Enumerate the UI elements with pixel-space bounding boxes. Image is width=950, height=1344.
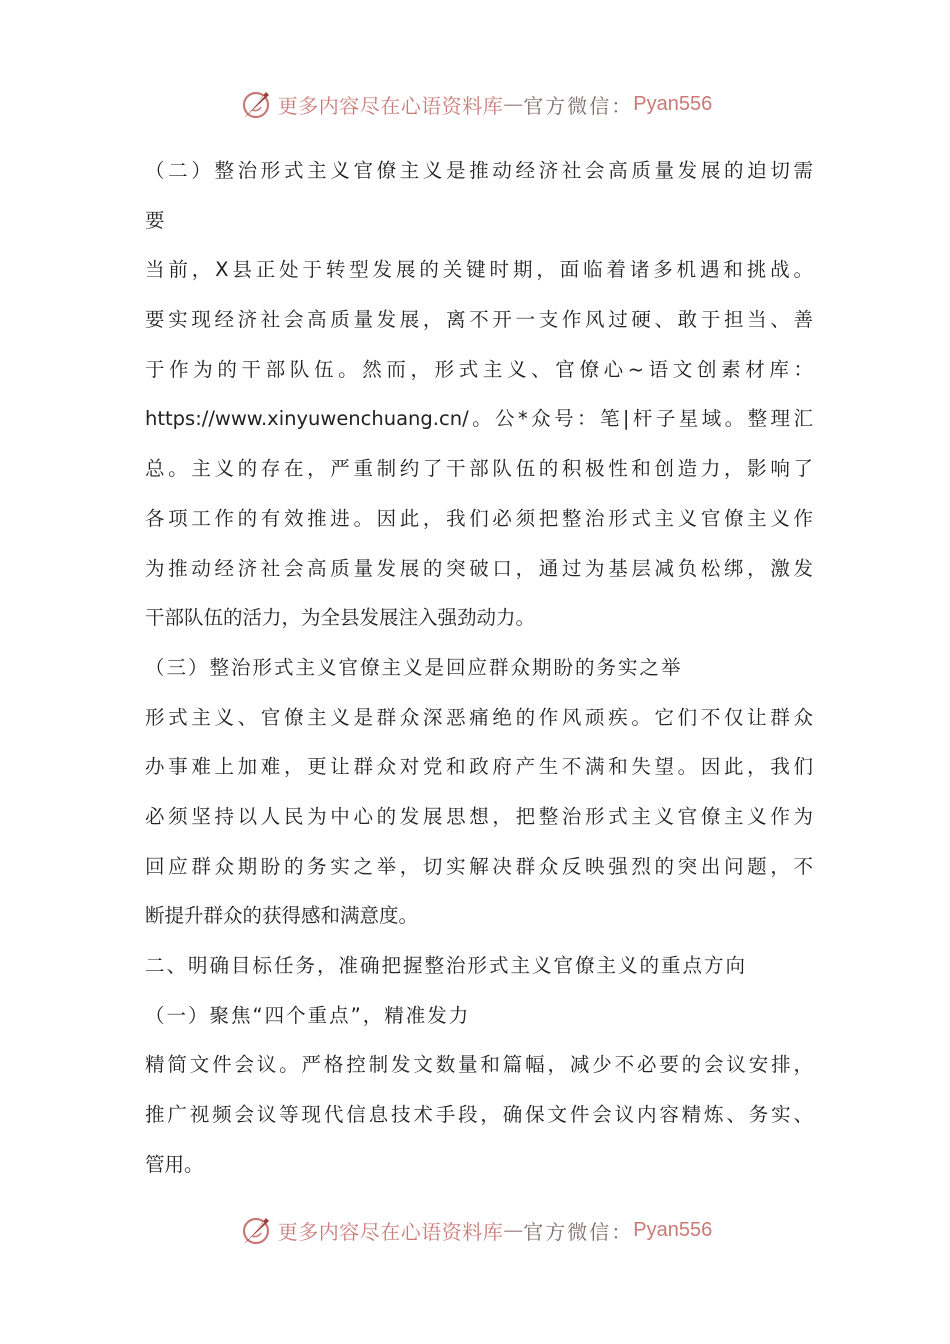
paragraph-line-url: https://www.xinyuwenchuang.cn/。公*众号：笔|杆子星域。整理汇 xyxy=(145,407,813,431)
paragraph-line: 管用。 xyxy=(145,1152,204,1176)
paragraph-line: 办事难上加难，更让群众对党和政府产生不满和失望。因此，我们 xyxy=(145,755,813,779)
footer-banner-separator: — xyxy=(503,1218,524,1242)
section-heading-2-cont: 要 xyxy=(145,208,165,232)
paragraph-line: 为推动经济社会高质量发展的突破口，通过为基层减负松绑，激发 xyxy=(145,556,813,580)
footer-banner-text: 更多内容尽在心语资料库 xyxy=(277,1219,504,1244)
body-text xyxy=(145,146,813,1189)
footer-wechat-label: 官方微信： xyxy=(523,1219,634,1244)
header-banner-text: 更多内容尽在心语资料库 xyxy=(277,93,504,118)
header-wechat-label: 官方微信： xyxy=(523,93,634,118)
footer-banner xyxy=(0,1208,950,1252)
header-banner-separator: — xyxy=(503,92,524,116)
paragraph-line: 要实现经济社会高质量发展，离不开一支作风过硬、敢于担当、善 xyxy=(145,308,813,332)
paragraph-line: 断提升群众的获得感和满意度。 xyxy=(145,904,419,928)
paragraph-line: 于作为的干部队伍。然而，形式主义、官僚心~语文创素材库： xyxy=(145,357,813,381)
paragraph-line: 总。主义的存在，严重制约了干部队伍的积极性和创造力，影响了 xyxy=(145,457,813,481)
header-wechat-id: Pyan556 xyxy=(633,92,713,115)
paragraph-line: 精简文件会议。严格控制发文数量和篇幅，减少不必要的会议安排， xyxy=(145,1053,813,1077)
paragraph-line: 各项工作的有效推进。因此，我们必须把整治形式主义官僚主义作 xyxy=(145,506,813,530)
quill-pen-icon xyxy=(238,1212,274,1248)
paragraph-line: 必须坚持以人民为中心的发展思想，把整治形式主义官僚主义作为 xyxy=(145,804,813,828)
paragraph-line: 推广视频会议等现代信息技术手段，确保文件会议内容精炼、务实、 xyxy=(145,1103,813,1127)
paragraph-line: 当前，X县正处于转型发展的关键时期，面临着诸多机遇和挑战。 xyxy=(145,258,813,282)
quill-pen-icon xyxy=(238,86,274,122)
footer-wechat-id: Pyan556 xyxy=(633,1218,713,1241)
chapter-heading-2: 二、明确目标任务，准确把握整治形式主义官僚主义的重点方向 xyxy=(145,954,748,977)
paragraph-line: 回应群众期盼的务实之举，切实解决群众反映强烈的突出问题，不 xyxy=(145,854,813,878)
paragraph-line: 形式主义、官僚主义是群众深恶痛绝的作风顽疾。它们不仅让群众 xyxy=(145,705,813,729)
section-heading-3: （三）整治形式主义官僚主义是回应群众期盼的务实之举 xyxy=(145,655,683,679)
header-banner xyxy=(0,82,950,126)
paragraph-line: 干部队伍的活力，为全县发展注入强劲动力。 xyxy=(145,606,536,630)
section-heading-2: （二）整治形式主义官僚主义是推动经济社会高质量发展的迫切需 xyxy=(145,159,813,182)
section-heading-1: （一）聚焦“四个重点”，精准发力 xyxy=(145,1003,471,1027)
